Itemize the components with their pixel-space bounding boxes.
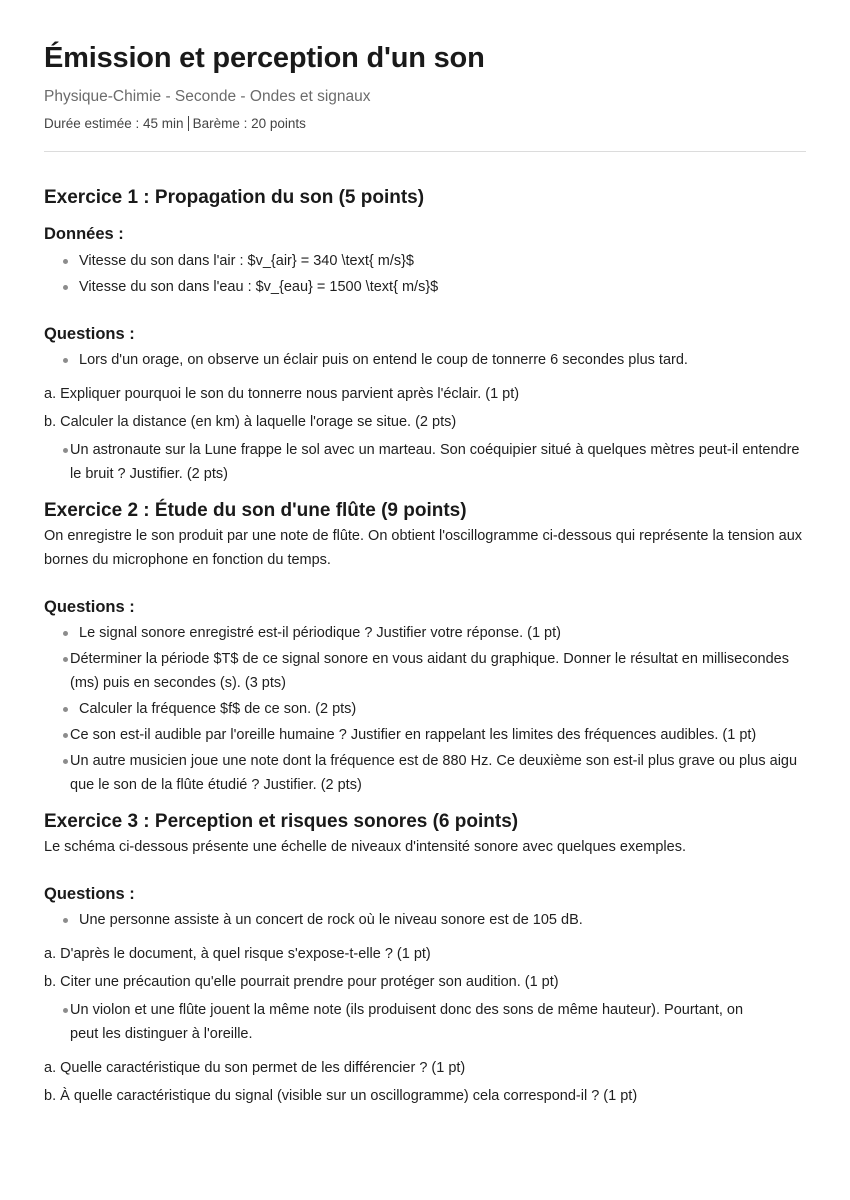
bullet-icon: [63, 259, 68, 264]
exam-meta: [44, 114, 806, 134]
bullet-icon: [63, 358, 68, 363]
question-list: [44, 438, 806, 486]
questions-heading: Questions :: [44, 885, 135, 903]
questions-heading: Questions :: [44, 325, 135, 343]
question-item: Une personne assiste à un concert de rock où le niveau sonore est de 105 dB.: [44, 908, 806, 932]
exercise-3-intro: Le schéma ci-dessous présente une échelle de niveaux d'intensité sonore avec quelques exemples.: [44, 839, 686, 855]
data-list: [44, 248, 806, 300]
question-line-2: peut les distinguer à l'oreille.: [70, 1026, 253, 1042]
bullet-icon: [63, 448, 68, 453]
question-item: Un astronaute sur la Lune frappe le sol avec un marteau. Son coéquipier situé à quelques mètres peut-il entendre le bruit ? Justifier. (2 pts): [44, 438, 806, 486]
sub-question-a: a. Expliquer pourquoi le son du tonnerre nous parvient après l'éclair. (1 pt): [44, 386, 520, 402]
page-title: Émission et perception d'un son: [44, 42, 485, 74]
questions-heading: Questions :: [44, 598, 135, 616]
bullet-icon: [63, 1008, 68, 1013]
meta-separator: [188, 116, 189, 131]
exercise-3-title: Exercice 3 : Perception et risques sonores (6 points): [44, 811, 519, 832]
bullet-icon: [63, 733, 68, 738]
sub-question-b: b. Calculer la distance (en km) à laquelle l'orage se situe. (2 pts): [44, 414, 457, 430]
bullet-icon: [63, 918, 68, 923]
sub-question-a: a. Quelle caractéristique du son permet de les différencier ? (1 pt): [44, 1060, 466, 1076]
question-list: [44, 621, 806, 797]
question-item: [44, 998, 806, 1046]
duration-text: Durée estimée : 45 min: [44, 116, 184, 131]
question-list: [44, 908, 806, 932]
bullet-icon: [63, 707, 68, 712]
grading-text: Barème : 20 points: [192, 116, 306, 131]
bullet-icon: [63, 631, 68, 636]
question-list: [44, 348, 806, 372]
question-line-1: Un violon et une flûte jouent la même note (ils produisent donc des sons de même hauteur). Pourtant, on: [70, 1002, 744, 1018]
question-text: [70, 998, 806, 1046]
sub-question-b: b. Citer une précaution qu'elle pourrait prendre pour protéger son audition. (1 pt): [44, 974, 559, 990]
question-item: Lors d'un orage, on observe un éclair puis on entend le coup de tonnerre 6 secondes plus tard.: [44, 348, 806, 372]
question-item: Le signal sonore enregistré est-il périodique ? Justifier votre réponse. (1 pt): [44, 621, 806, 645]
question-item: Ce son est-il audible par l'oreille humaine ? Justifier en rappelant les limites des fréquences audibles. (1 pt): [44, 723, 806, 747]
exercise-2-title: Exercice 2 : Étude du son d'une flûte (9 points): [44, 500, 467, 521]
question-item: Calculer la fréquence $f$ de ce son. (2 pts): [44, 697, 806, 721]
page-subtitle: Physique-Chimie - Seconde - Ondes et signaux: [44, 88, 371, 105]
exercise-1: [44, 185, 806, 486]
bullet-icon: [63, 759, 68, 764]
question-item: Un autre musicien joue une note dont la fréquence est de 880 Hz. Ce deuxième son est-il plus grave ou plus aigu que le son de la flûte étudié ? Justifier. (2 pts): [44, 749, 806, 797]
exercise-2-intro: On enregistre le son produit par une note de flûte. On obtient l'oscillogramme ci-dessous qui représente la tension aux bornes du microphone en fonction du temps.: [44, 528, 803, 568]
exercise-2: [44, 498, 806, 797]
sub-question-b: b. À quelle caractéristique du signal (visible sur un oscillogramme) cela correspond-il ? (1 pt): [44, 1088, 638, 1104]
document-content: [44, 40, 806, 1108]
list-item: Vitesse du son dans l'eau : $v_{eau} = 1500 \text{ m/s}$: [44, 274, 806, 300]
header-divider: [44, 151, 806, 152]
question-item: Déterminer la période $T$ de ce signal sonore en vous aidant du graphique. Donner le résultat en millisecondes (ms) puis en secondes (s). (3 pts): [44, 647, 806, 695]
exercise-1-title: Exercice 1 : Propagation du son (5 points): [44, 187, 425, 208]
list-item: Vitesse du son dans l'air : $v_{air} = 340 \text{ m/s}$: [44, 248, 806, 274]
sub-question-a: a. D'après le document, à quel risque s'expose-t-elle ? (1 pt): [44, 946, 431, 962]
exercise-3: [44, 809, 806, 1108]
question-list: [44, 998, 806, 1046]
data-heading: Données :: [44, 225, 124, 243]
bullet-icon: [63, 657, 68, 662]
bullet-icon: [63, 285, 68, 290]
